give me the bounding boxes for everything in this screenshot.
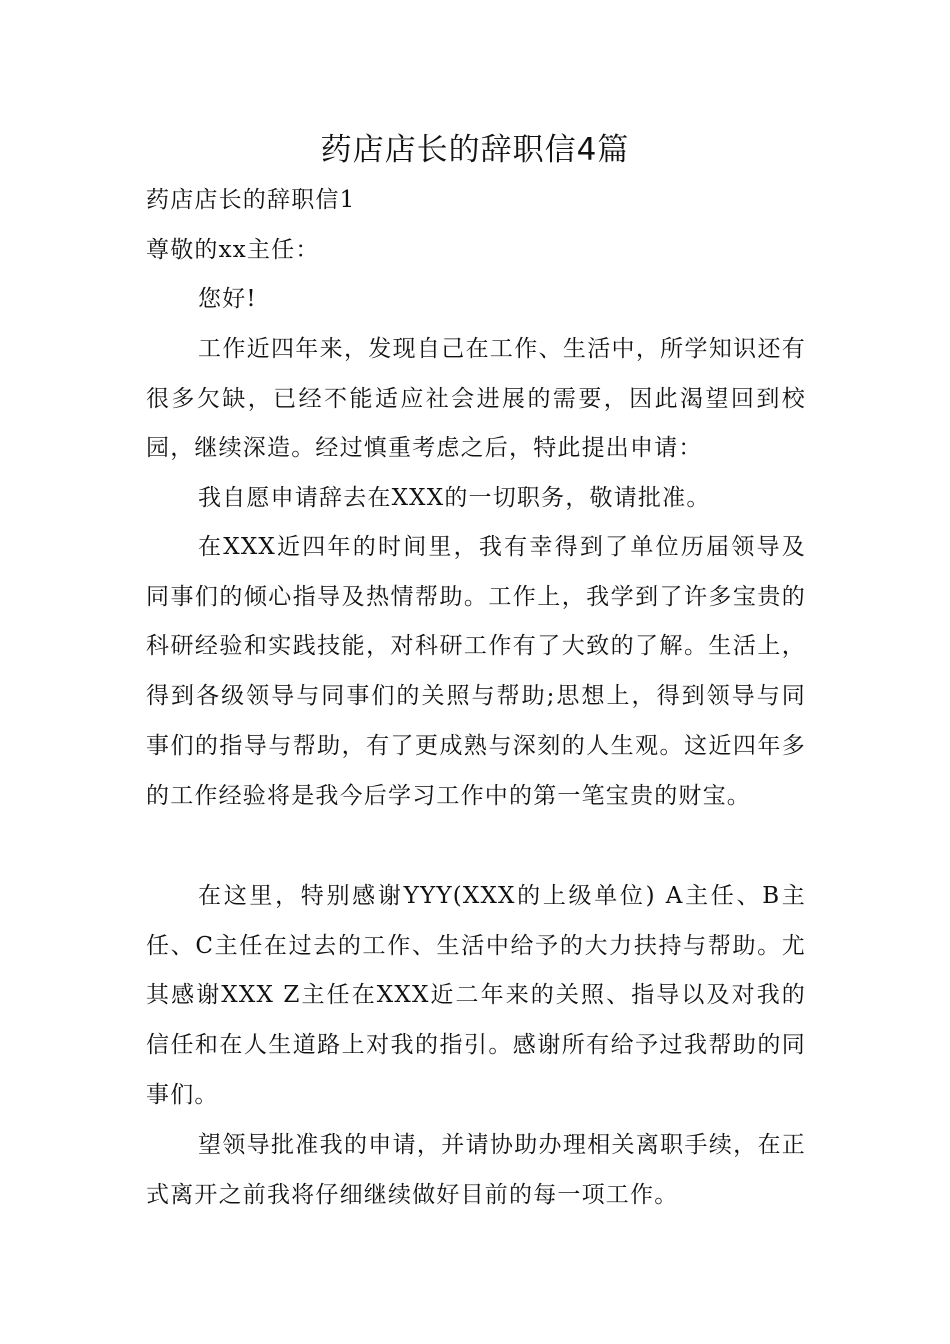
salutation: 尊敬的xx主任： <box>146 237 320 263</box>
body-paragraph: 在XXX近四年的时间里，我有幸得到了单位历届领导及同事们的倾心指导及热情帮助。工作上，我学到了许多宝贵的科研经验和实践技能，对科研工作有了大致的了解。生活上，得到各级领导与同事们的关照与帮助;思想上，得到领导与同事们的指导与帮助，有了更成熟与深刻的人生观。这近四年多的工作经验将是我今后学习工作中的第一笔宝贵的财宝。 <box>146 534 806 809</box>
body-paragraph: 在这里，特别感谢YYY(XXX的上级单位) A主任、B主任、C主任在过去的工作、生活中给予的大力扶持与帮助。尤其感谢XXX Z主任在XXX近二年来的关照、指导以及对我的信任和在人生道路上对我的指引。感谢所有给予过我帮助的同事们。 <box>146 883 806 1108</box>
greeting: 您好! <box>198 286 257 312</box>
body-paragraph: 我自愿申请辞去在XXX的一切职务，敬请批准。 <box>198 485 711 511</box>
document-title: 药店店长的辞职信4篇 <box>320 132 630 168</box>
body-paragraph: 工作近四年来，发现自己在工作、生活中，所学知识还有很多欠缺，已经不能适应社会进展的需要，因此渴望回到校园，继续深造。经过慎重考虑之后，特此提出申请： <box>146 336 806 462</box>
body-paragraph: 望领导批准我的申请，并请协助办理相关离职手续，在正式离开之前我将仔细继续做好目前的每一项工作。 <box>146 1132 806 1208</box>
section-heading: 药店店长的辞职信1 <box>146 187 356 213</box>
